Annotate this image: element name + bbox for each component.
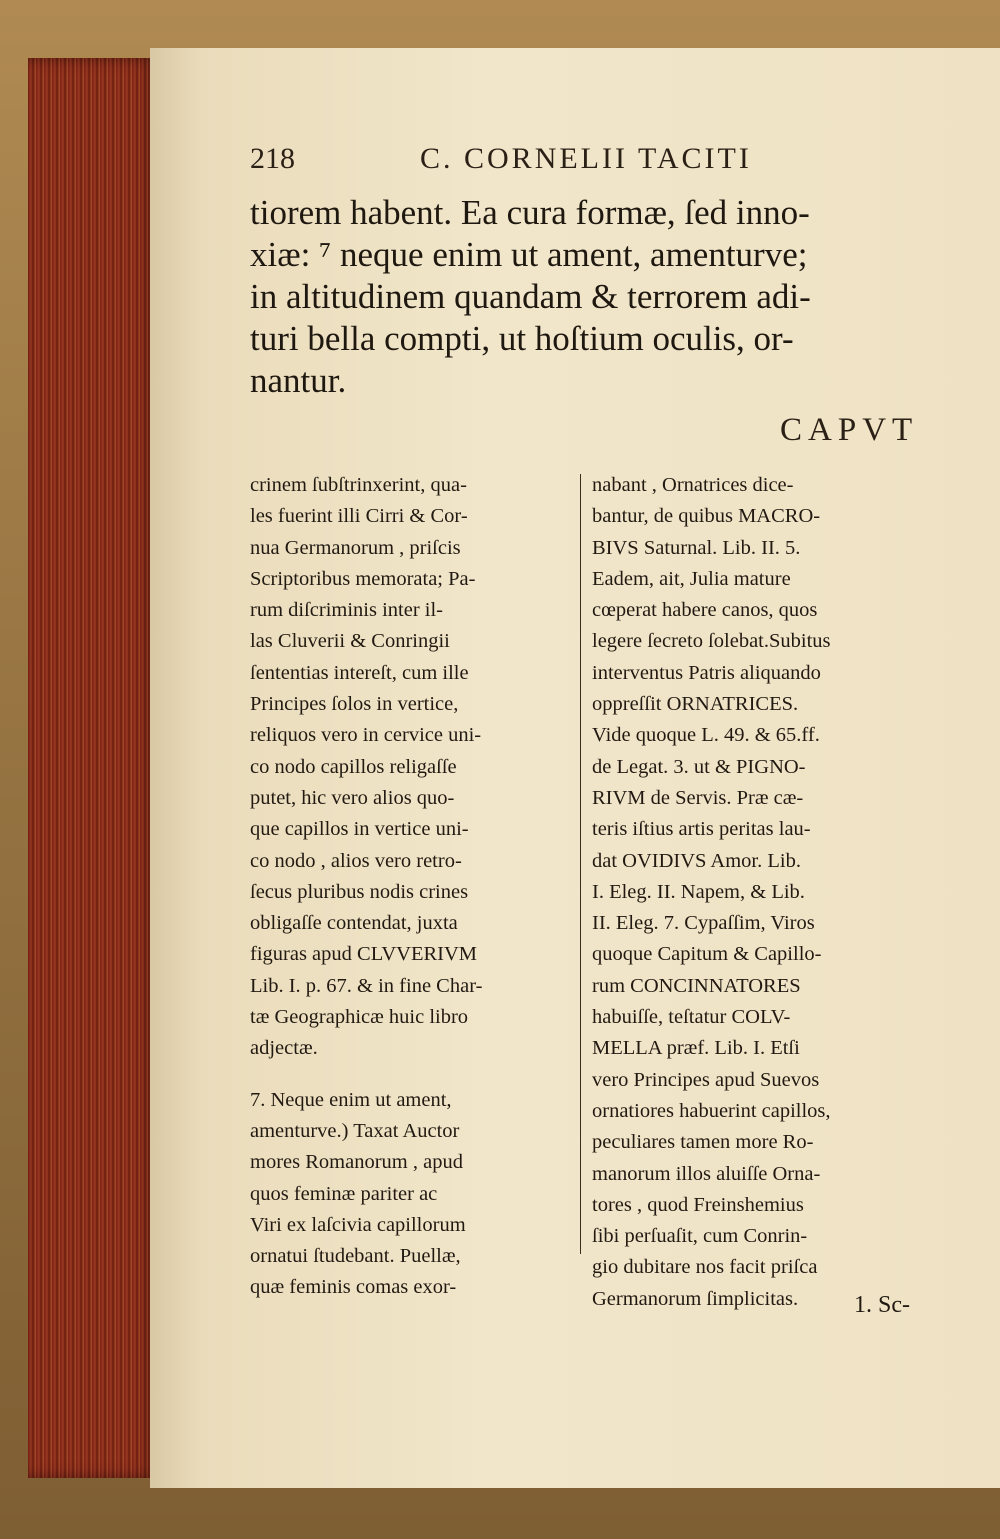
note-line: RIVM de Servis. Præ cæ- (592, 786, 804, 809)
note-line: ſibi perſuaſit, cum Conrin- (592, 1225, 808, 1248)
note-line: quoque Capitum & Capillo- (592, 943, 822, 966)
main-text (250, 192, 960, 402)
note-line: las Cluverii & Conringii (250, 630, 450, 653)
note-line: teris iſtius artis peritas lau- (592, 818, 811, 841)
note-line: rum CONCINNATORES (592, 974, 801, 997)
note-line: adjectæ. (250, 1037, 318, 1060)
running-title: C. CORNELII TACITI (420, 142, 752, 175)
note-line: ornatui ſtudebant. Puellæ, (250, 1245, 461, 1268)
column-divider (580, 474, 581, 1254)
note-line: BIVS Saturnal. Lib. II. 5. (592, 536, 801, 559)
note-line: obligaſſe contendat, juxta (250, 912, 458, 935)
note-line: tores , quod Freinshemius (592, 1193, 804, 1216)
note-line: nabant , Ornatrices dice- (592, 474, 794, 496)
note-line: habuiſſe, teſtatur COLV- (592, 1006, 791, 1029)
note-line: legere ſecreto ſolebat.Subitus (592, 630, 831, 653)
note-line: I. Eleg. II. Napem, & Lib. (592, 880, 805, 903)
note-line: oppreſſit ORNATRICES. (592, 693, 799, 716)
main-text-line: tiorem habent. Ea cura formæ, ſed inno- (250, 193, 810, 232)
note-line: nua Germanorum , priſcis (250, 536, 461, 559)
note-line: MELLA præf. Lib. I. Etſi (592, 1037, 800, 1060)
main-text-line: nantur. (250, 361, 347, 400)
note-line: Lib. I. p. 67. & in fine Char- (250, 974, 483, 997)
page-number: 218 (250, 142, 295, 175)
note-line: manorum illos aluiſſe Orna- (592, 1162, 821, 1185)
note-line: II. Eleg. 7. Cypaſſim, Viros (592, 912, 815, 935)
note-line: co nodo , alios vero retro- (250, 849, 462, 872)
note-line: interventus Patris aliquando (592, 661, 821, 684)
note-line: ſecus pluribus nodis crines (250, 880, 469, 903)
main-text-line: xiæ: ⁷ neque enim ut ament, amenturve; (250, 235, 808, 274)
page-header (250, 142, 970, 182)
note-line: de Legat. 3. ut & PIGNO- (592, 755, 806, 778)
note-line: peculiares tamen more Ro- (592, 1131, 814, 1154)
note-line: figuras apud CLVVERIVM (250, 943, 478, 966)
note-line: dat OVIDIVS Amor. Lib. (592, 849, 801, 872)
main-text-line: turi bella compti, ut hoſtium oculis, or- (250, 319, 794, 358)
note-line: bantur, de quibus MACRO- (592, 505, 821, 528)
section-heading: CAPVT (780, 412, 919, 448)
note-line: que capillos in vertice uni- (250, 818, 469, 841)
notes-right-column (592, 470, 922, 1315)
note-line: Vide quoque L. 49. & 65.ff. (592, 724, 820, 747)
main-text-line: in altitudinem quandam & terrorem adi- (250, 277, 811, 316)
note-line: quos feminæ pariter ac (250, 1182, 438, 1205)
note-line: tæ Geographicæ huic libro (250, 1006, 469, 1029)
note-line: quæ feminis comas exor- (250, 1276, 457, 1299)
note-line: rum diſcriminis inter il- (250, 599, 444, 622)
notes-left-column (250, 470, 580, 1304)
note-line: les fuerint illi Cirri & Cor- (250, 505, 468, 528)
note-line: mores Romanorum , apud (250, 1151, 463, 1174)
note-line: ornatiores habuerint capillos, (592, 1099, 831, 1122)
note-line: Scriptoribus memorata; Pa- (250, 567, 476, 590)
note-line: Principes ſolos in vertice, (250, 693, 459, 716)
book-page-edges (28, 58, 158, 1478)
catchword: 1. Sc- (854, 1292, 910, 1318)
note-line: Viri ex laſcivia capillorum (250, 1213, 466, 1236)
note-line: putet, hic vero alios quo- (250, 786, 455, 809)
note-line: ſententias intereſt, cum ille (250, 661, 469, 684)
note-line: amenturve.) Taxat Auctor (250, 1119, 460, 1142)
note-line: vero Principes apud Suevos (592, 1068, 820, 1091)
note-line: reliquos vero in cervice uni- (250, 724, 482, 747)
note-line: gio dubitare nos facit priſca (592, 1256, 818, 1279)
note-line: 7. Neque enim ut ament, (250, 1088, 452, 1111)
note-line: Eadem, ait, Julia mature (592, 567, 791, 590)
note-line: Germanorum ſimplicitas. (592, 1287, 799, 1310)
note-line: co nodo capillos religaſſe (250, 755, 457, 778)
note-line: crinem ſubſtrinxerint, qua- (250, 474, 467, 496)
note-line: cœperat habere canos, quos (592, 599, 818, 622)
